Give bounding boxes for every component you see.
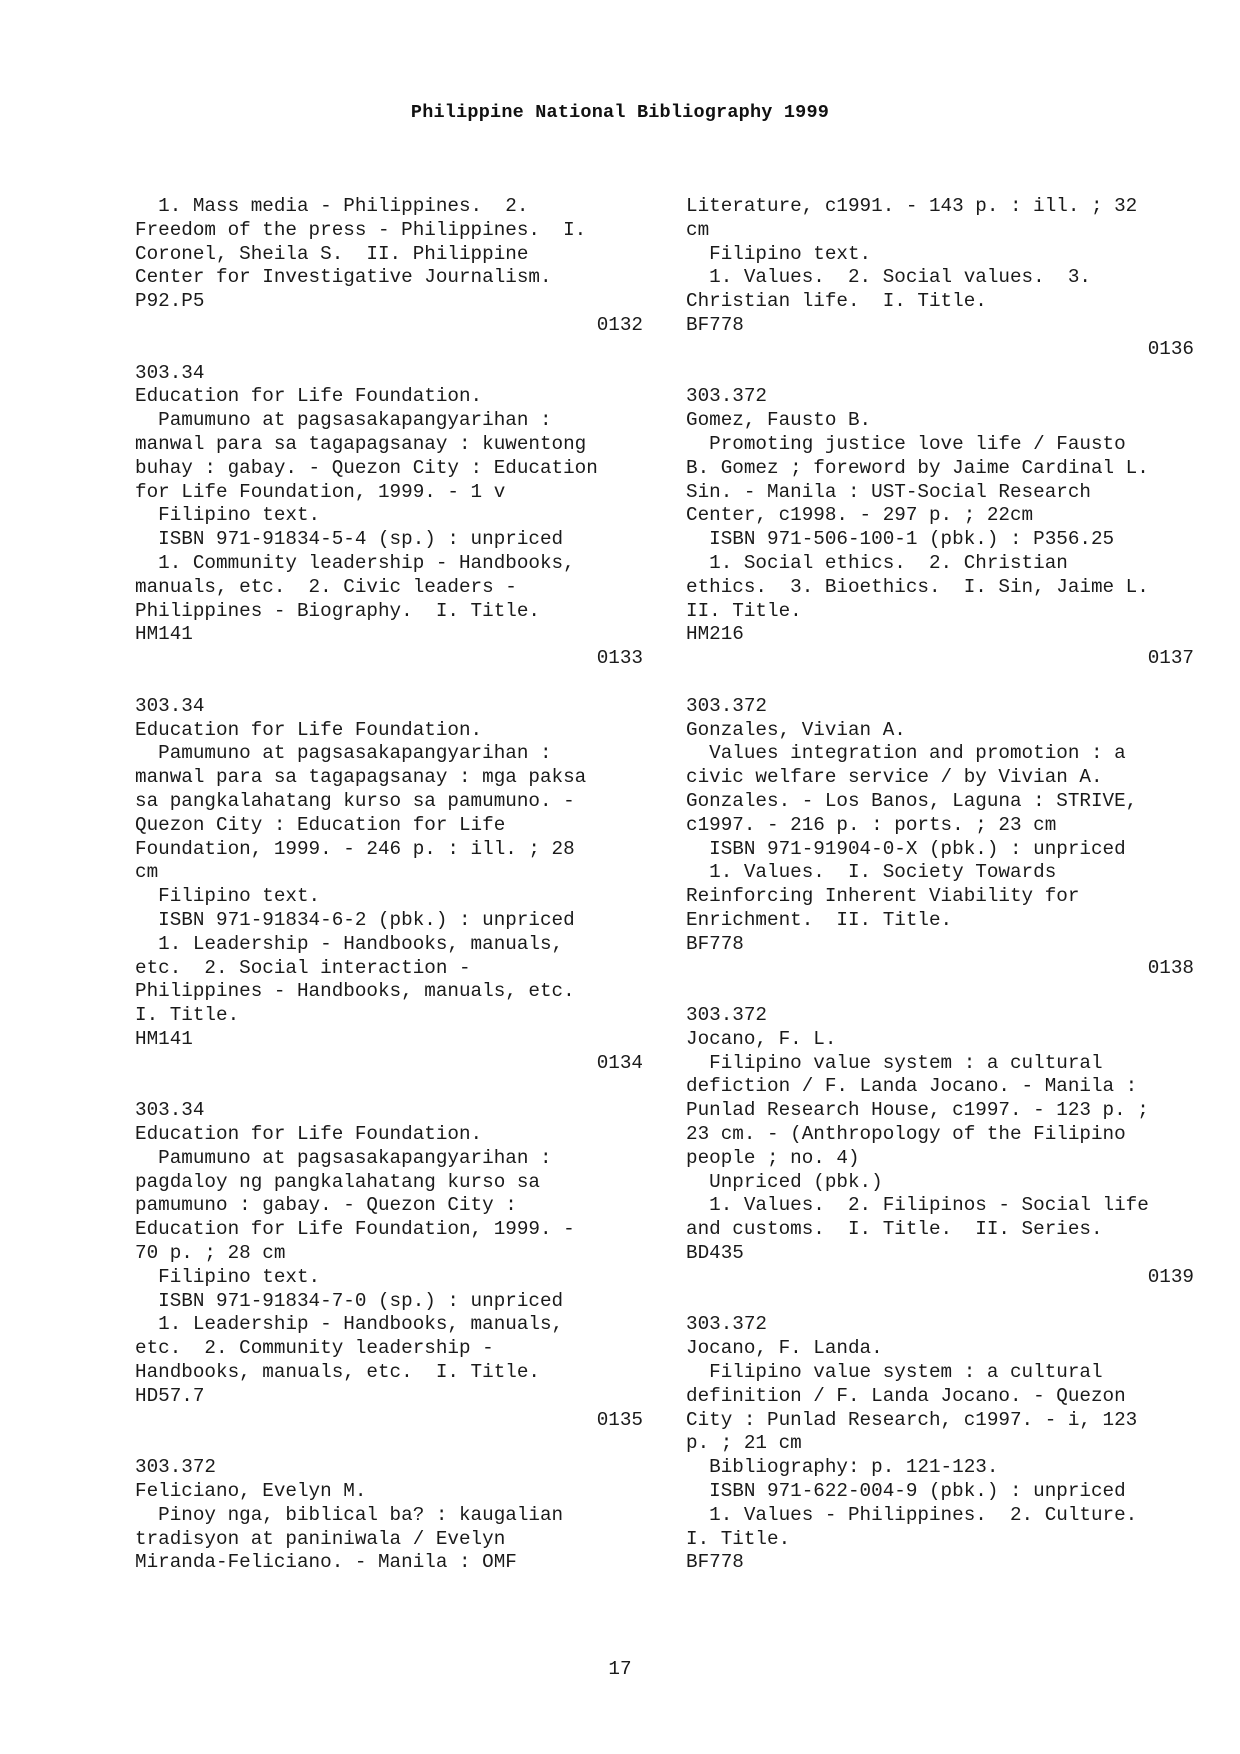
entry-line: Filipino value system : a cultural (686, 1361, 1103, 1384)
entry-line: etc. 2. Social interaction - (135, 956, 471, 979)
page-number: 17 (608, 1658, 632, 1680)
entry-line: II. Title. (686, 599, 802, 622)
entry-line: HM141 (135, 623, 193, 646)
entry-line: 1. Values. 2. Social values. 3. (686, 266, 1091, 289)
entry-line: 1. Social ethics. 2. Christian (686, 551, 1068, 574)
entry-line: 303.372 (686, 694, 767, 717)
entry-line: cm (135, 861, 159, 884)
entry-line: ISBN 971-91834-5-4 (sp.) : unpriced (135, 528, 564, 551)
entry-line: Unpriced (pbk.) (686, 1170, 883, 1193)
entry-line: City : Punlad Research, c1997. - i, 123 (686, 1408, 1138, 1431)
entry-line: BF778 (686, 932, 744, 955)
entry-line: B. Gomez ; foreword by Jaime Cardinal L. (686, 456, 1149, 479)
entry-line: Sin. - Manila : UST-Social Research (686, 480, 1091, 503)
entry-line: 1. Values. I. Society Towards (686, 861, 1057, 884)
entry-line: Filipino text. (686, 242, 872, 265)
right-column (686, 195, 1194, 1575)
entry-line: Philippines - Handbooks, manuals, etc. (135, 980, 575, 1003)
entry-line: 70 p. ; 28 cm (135, 1242, 286, 1265)
entry-line: Education for Life Foundation. (135, 385, 483, 408)
entry-line: 1. Mass media - Philippines. 2. (135, 195, 529, 217)
entry-line: 303.34 (135, 361, 205, 384)
entry-line: Christian life. I. Title. (686, 290, 987, 313)
entry-line: 303.34 (135, 1099, 205, 1122)
entry-number: 0135 (596, 1408, 643, 1431)
entry-number: 0134 (596, 1051, 643, 1074)
entry-line: c1997. - 216 p. : ports. ; 23 cm (686, 813, 1057, 836)
entry-line: 303.372 (135, 1456, 216, 1479)
entry-line: civic welfare service / by Vivian A. (686, 766, 1103, 789)
entry-line: Values integration and promotion : a (686, 742, 1126, 765)
blank-line (686, 980, 1194, 1004)
entry-line: Enrichment. II. Title. (686, 908, 953, 931)
entry-line: people ; no. 4) (686, 1146, 860, 1169)
entry-line: ethics. 3. Bioethics. I. Sin, Jaime L. (686, 575, 1149, 598)
entry-line: 23 cm. - (Anthropology of the Filipino (686, 1123, 1126, 1146)
page-title: Philippine National Bibliography 1999 (410, 102, 830, 123)
entry-line: Gonzales, Vivian A. (686, 718, 906, 741)
entry-line: Center, c1998. - 297 p. ; 22cm (686, 504, 1034, 527)
entry-line: pamumuno : gabay. - Quezon City : (135, 1194, 517, 1217)
entry-line: P92.P5 (135, 290, 205, 313)
entry-line: tradisyon at paniniwala / Evelyn (135, 1527, 506, 1550)
entry-line: 303.372 (686, 1004, 767, 1027)
entry-line: Reinforcing Inherent Viability for (686, 885, 1080, 908)
entry-line: Quezon City : Education for Life (135, 813, 506, 836)
entry-line: and customs. I. Title. II. Series. (686, 1218, 1103, 1241)
entry-line: Pamumuno at pagsasakapangyarihan : (135, 742, 552, 765)
blank-line (686, 671, 1194, 695)
entry-line: Promoting justice love life / Fausto (686, 432, 1126, 455)
entry-line: 1. Values - Philippines. 2. Culture. (686, 1503, 1138, 1526)
entry-line: defiction / F. Landa Jocano. - Manila : (686, 1075, 1138, 1098)
entry-line: sa pangkalahatang kurso sa pamumuno. - (135, 789, 575, 812)
entry-number: 0139 (1147, 1265, 1194, 1288)
entry-line: Jocano, F. L. (686, 1027, 837, 1050)
entry-line: Filipino text. (135, 885, 321, 908)
entry-line: Filipino value system : a cultural (686, 1051, 1103, 1074)
entry-line: BD435 (686, 1242, 744, 1265)
entry-number: 0137 (1147, 647, 1194, 670)
entry-line: ISBN 971-91904-0-X (pbk.) : unpriced (686, 837, 1126, 860)
entry-line: Filipino text. (135, 504, 321, 527)
entry-line: Filipino text. (135, 1265, 321, 1288)
entry-number: 0132 (596, 313, 643, 336)
entry-line: manwal para sa tagapagsanay : mga paksa (135, 766, 587, 789)
entry-line: for Life Foundation, 1999. - 1 v (135, 480, 506, 503)
blank-line (135, 1432, 643, 1456)
entry-line: Bibliography: p. 121-123. (686, 1456, 999, 1479)
entry-line: Jocano, F. Landa. (686, 1337, 883, 1360)
entry-line: 303.372 (686, 385, 767, 408)
blank-line (686, 362, 1194, 386)
entry-line: Education for Life Foundation. (135, 1123, 483, 1146)
entry-line: p. ; 21 cm (686, 1432, 802, 1455)
entry-line: I. Title. (686, 1527, 791, 1550)
left-column (135, 195, 643, 1575)
entry-line: Center for Investigative Journalism. (135, 266, 552, 289)
entry-line: Education for Life Foundation. (135, 718, 483, 741)
entry-line: definition / F. Landa Jocano. - Quezon (686, 1384, 1126, 1407)
entry-line: etc. 2. Community leadership - (135, 1337, 494, 1360)
entry-line: Education for Life Foundation, 1999. - (135, 1218, 575, 1241)
entry-line: cm (686, 218, 710, 241)
entry-line: Freedom of the press - Philippines. I. (135, 218, 587, 241)
entry-line: 1. Leadership - Handbooks, manuals, (135, 1313, 564, 1336)
entry-number: 0133 (596, 647, 643, 670)
entry-line: HD57.7 (135, 1384, 205, 1407)
entry-number: 0136 (1147, 337, 1194, 360)
entry-line: Philippines - Biography. I. Title. (135, 599, 540, 622)
blank-line (135, 1075, 643, 1099)
entry-line: manwal para sa tagapagsanay : kuwentong (135, 432, 587, 455)
blank-line (135, 338, 643, 362)
entry-line: Pamumuno at pagsasakapangyarihan : (135, 1146, 552, 1169)
entry-line: BF778 (686, 313, 744, 336)
entry-line: Gonzales. - Los Banos, Laguna : STRIVE, (686, 789, 1138, 812)
entry-line: Handbooks, manuals, etc. I. Title. (135, 1361, 540, 1384)
entry-line: Foundation, 1999. - 246 p. : ill. ; 28 (135, 837, 575, 860)
entry-line: ISBN 971-622-004-9 (pbk.) : unpriced (686, 1480, 1126, 1503)
entry-line: 1. Community leadership - Handbooks, (135, 551, 575, 574)
entry-number: 0138 (1147, 956, 1194, 979)
entry-line: Feliciano, Evelyn M. (135, 1480, 367, 1503)
entry-line: 303.372 (686, 1313, 767, 1336)
entry-line: 1. Leadership - Handbooks, manuals, (135, 932, 564, 955)
entry-line: 303.34 (135, 694, 205, 717)
entry-line: Miranda-Feliciano. - Manila : OMF (135, 1551, 517, 1574)
entry-line: ISBN 971-91834-6-2 (pbk.) : unpriced (135, 908, 575, 931)
entry-line: ISBN 971-506-100-1 (pbk.) : P356.25 (686, 528, 1115, 551)
entry-line: Pinoy nga, biblical ba? : kaugalian (135, 1503, 564, 1526)
entry-line: Literature, c1991. - 143 p. : ill. ; 32 (686, 195, 1138, 217)
blank-line (686, 1290, 1194, 1314)
blank-line (135, 671, 643, 695)
entry-line: Gomez, Fausto B. (686, 409, 872, 432)
entry-line: Punlad Research House, c1997. - 123 p. ; (686, 1099, 1149, 1122)
entry-line: Coronel, Sheila S. II. Philippine (135, 242, 529, 265)
entry-line: pagdaloy ng pangkalahatang kurso sa (135, 1170, 540, 1193)
entry-line: manuals, etc. 2. Civic leaders - (135, 575, 517, 598)
entry-line: buhay : gabay. - Quezon City : Education (135, 456, 598, 479)
entry-line: HM216 (686, 623, 744, 646)
entry-line: Pamumuno at pagsasakapangyarihan : (135, 409, 552, 432)
entry-line: ISBN 971-91834-7-0 (sp.) : unpriced (135, 1289, 564, 1312)
entry-line: 1. Values. 2. Filipinos - Social life (686, 1194, 1149, 1217)
entry-line: BF778 (686, 1551, 744, 1574)
entry-line: HM141 (135, 1027, 193, 1050)
entry-line: I. Title. (135, 1004, 240, 1027)
